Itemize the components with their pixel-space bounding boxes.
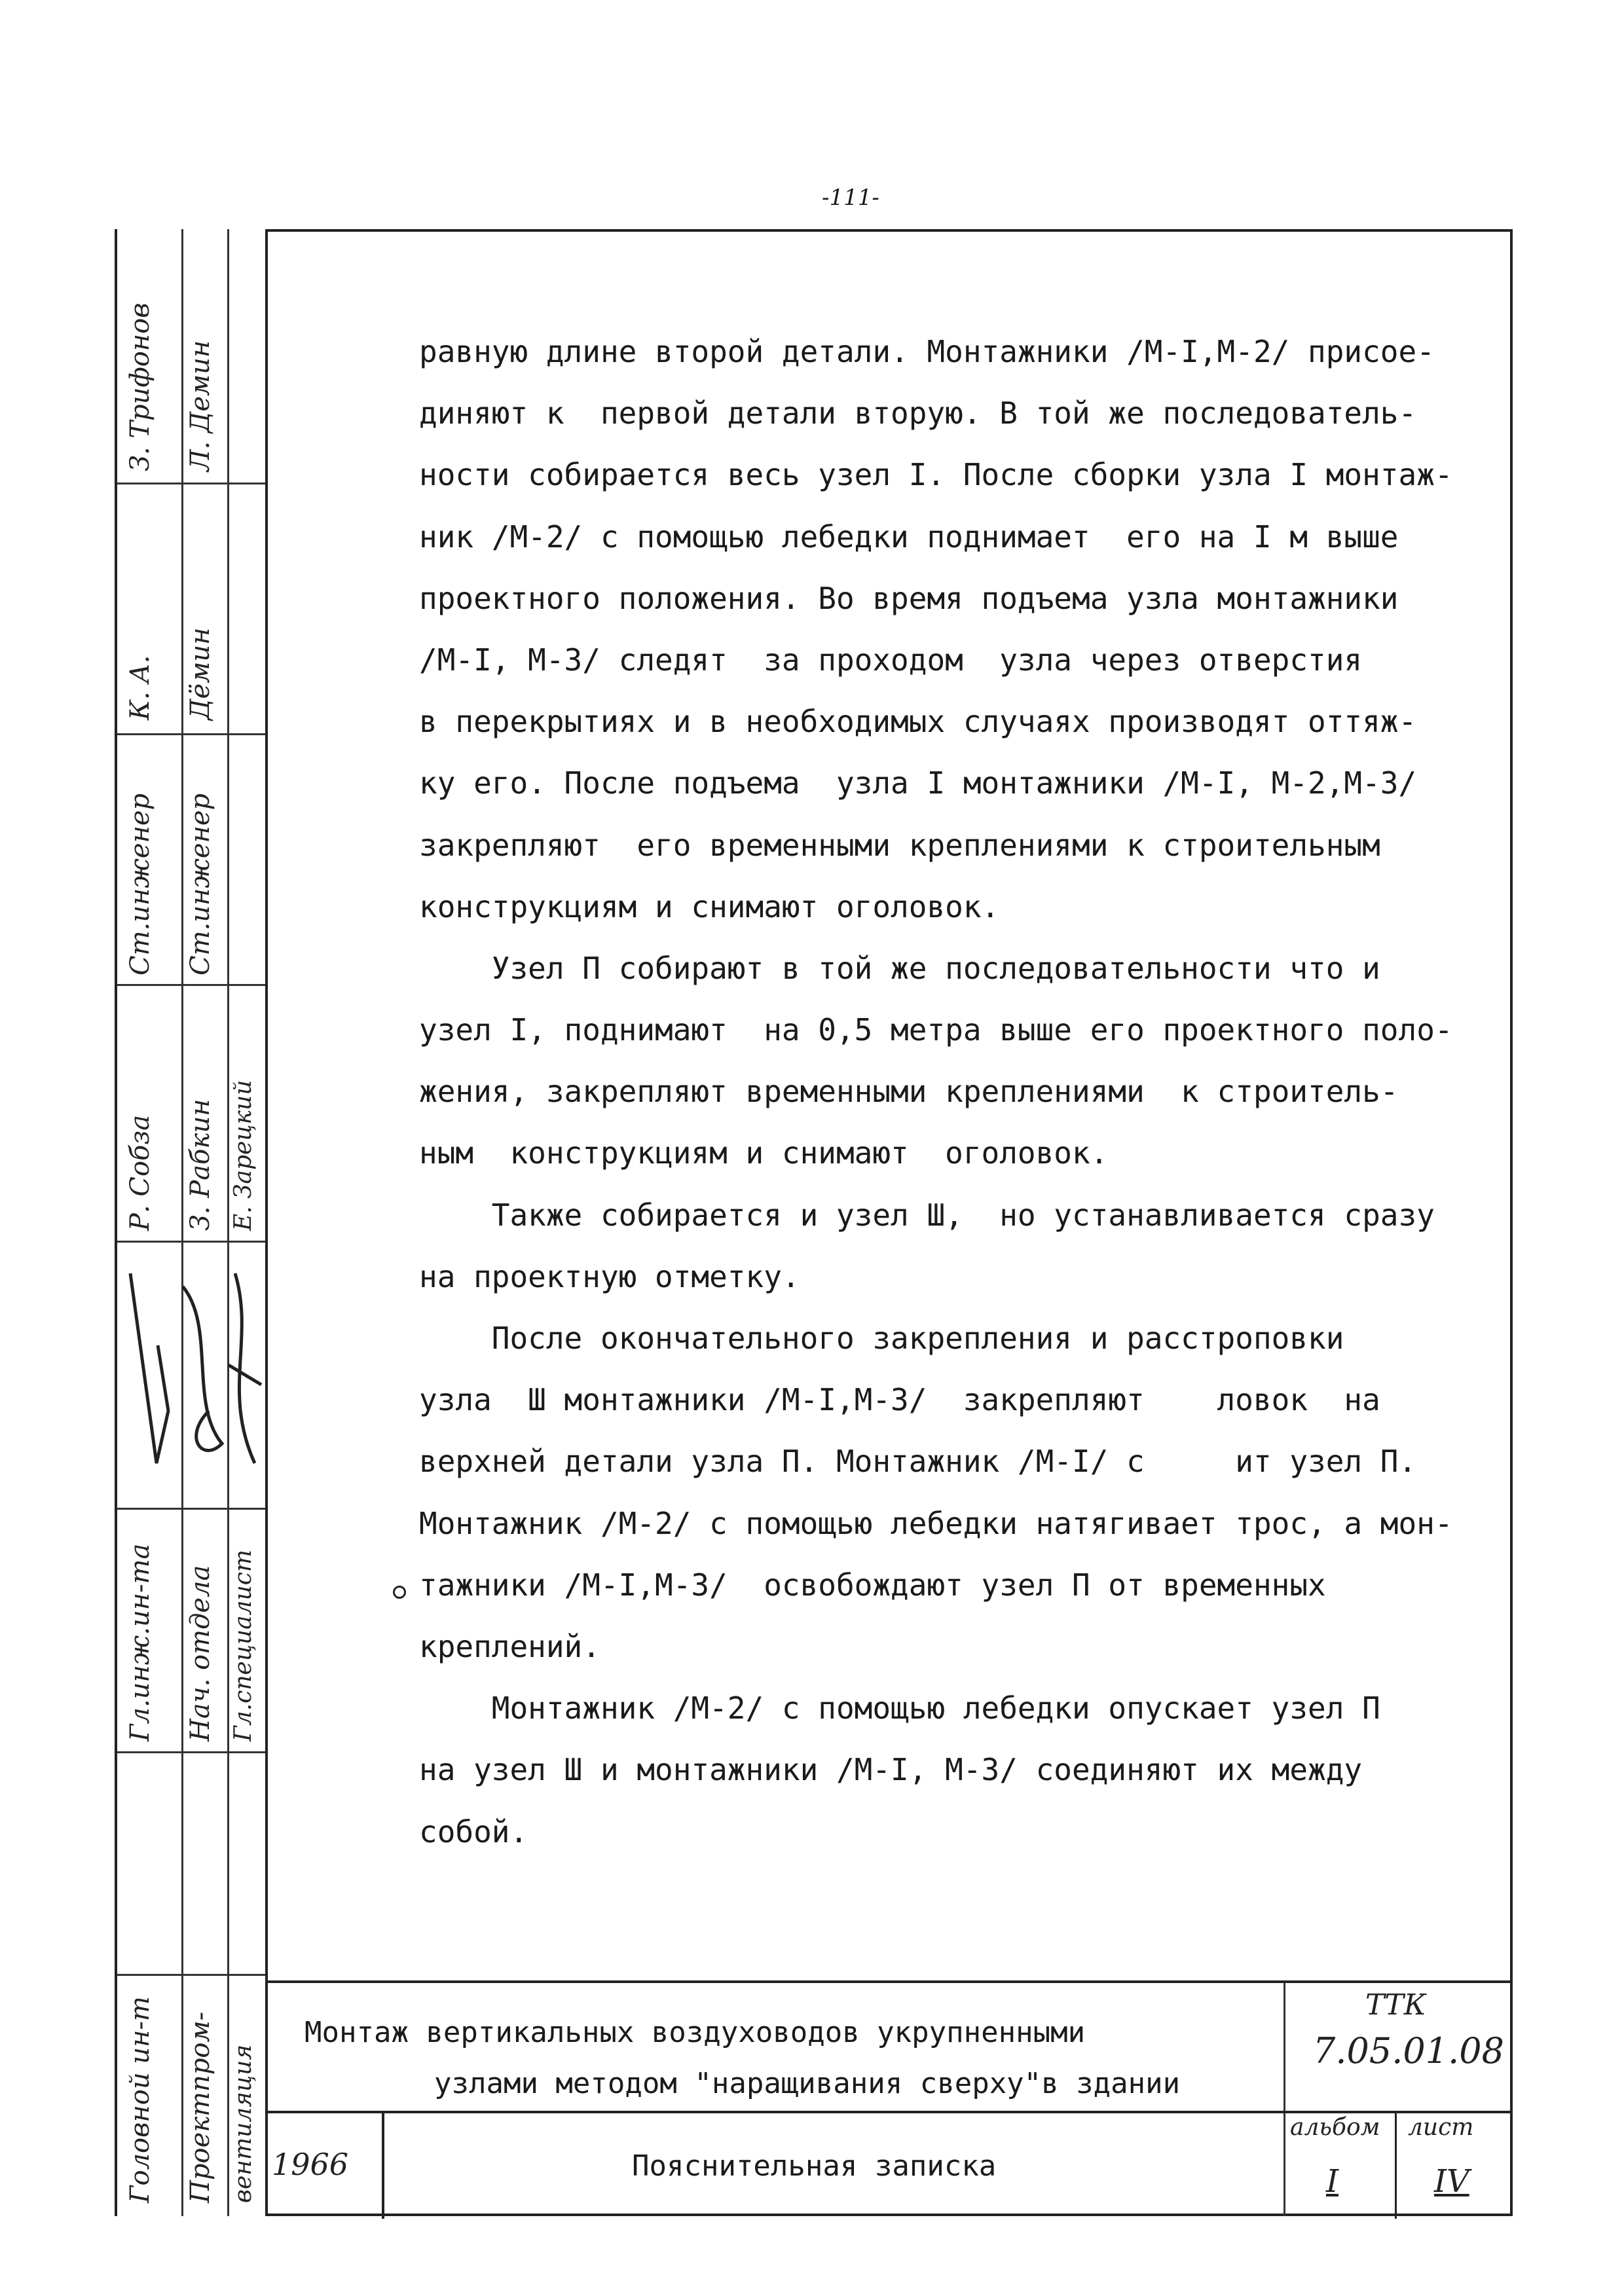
text-line: на узел Ш и монтажники /М-I, М-3/ соединяют их между (419, 1752, 1363, 1788)
stamp-divider (227, 229, 229, 2216)
stamp-divider (181, 229, 183, 2216)
text-line: проектного положения. Во время подъема узла монтажники (419, 580, 1399, 616)
stamp-position: Гл.инж.ин-та (125, 1543, 155, 1741)
margin-circle-mark (393, 1586, 406, 1599)
sheet-label: лист (1408, 2114, 1474, 2141)
title-divider (1283, 1983, 1285, 2216)
stamp-signature: Дёмин (185, 627, 215, 720)
text-line: узла Ш монтажники /М-I,М-3/ закрепляют ловок на (419, 1382, 1380, 1418)
code-label: ТТК (1365, 1988, 1426, 2022)
text-line: закрепляют его временными креплениями к строительным (419, 827, 1380, 863)
title-block (265, 1980, 1513, 2216)
album-divider (1395, 2111, 1397, 2219)
year-divider (382, 2111, 384, 2219)
stamp-name: Е. Зарецкий (230, 1080, 257, 1231)
text-line: собой. (419, 1813, 528, 1850)
stamp-row-divider (117, 1508, 265, 1510)
document-title-line1: Монтаж вертикальных воздуховодов укрупненными (304, 2016, 1086, 2049)
document-code: 7.05.01.08 (1313, 2030, 1504, 2071)
text-line: Монтажник /М-2/ с помощью лебедки натягивает трос, а мон- (419, 1505, 1453, 1541)
stamp-row-divider (117, 1241, 265, 1243)
text-line: ник /М-2/ с помощью лебедки поднимает его на I м выше (419, 519, 1399, 555)
stamp-name: Р. Собза (125, 1114, 155, 1231)
stamp-name: З. Трифонов (125, 302, 155, 471)
text-line: ности собирается весь узел I. После сборки узла I монтаж- (419, 457, 1453, 493)
album-value: I (1326, 2163, 1338, 2200)
text-line: креплений. (419, 1628, 600, 1664)
signature-scribbles (117, 1247, 265, 1506)
text-line: тажники /М-I,М-3/ освобождают узел П от временных (419, 1567, 1326, 1603)
stamp-row-divider (117, 984, 265, 986)
stamp-position: Ст.инженер (125, 793, 155, 975)
sheet-value: IV (1434, 2163, 1469, 2200)
text-line: диняют к первой детали вторую. В той же последователь- (419, 395, 1417, 431)
document-subtitle: Пояснительная записка (632, 2149, 997, 2183)
document-title-line2: узлами методом "наращивания сверху"в здании (434, 2067, 1181, 2100)
side-stamp (115, 229, 265, 2216)
text-line: в перекрытиях и в необходимых случаях производят оттяж- (419, 704, 1417, 740)
stamp-position: Нач. отдела (185, 1565, 215, 1741)
stamp-org: Головной ин-т (125, 1996, 155, 2203)
stamp-position: Гл.специалист (230, 1549, 257, 1741)
text-line: /М-I, М-3/ следят за проходом узла через отверстия (419, 642, 1363, 678)
stamp-name: З. Рабкин (185, 1099, 215, 1231)
stamp-org: вентиляция (230, 2044, 257, 2203)
stamp-row-divider (117, 733, 265, 735)
stamp-position: Ст.инженер (185, 793, 215, 975)
text-line: Узел П собирают в той же последовательности что и (419, 950, 1380, 986)
title-row-divider (265, 2111, 1513, 2113)
stamp-name: Л. Демин (185, 340, 215, 471)
stamp-row-divider (117, 483, 265, 484)
stamp-row-divider (117, 1751, 265, 1753)
year: 1966 (272, 2147, 349, 2182)
text-line: Также собирается и узел Ш, но устанавливается сразу (419, 1197, 1435, 1233)
text-line: Монтажник /М-2/ с помощью лебедки опускает узел П (419, 1690, 1380, 1726)
album-label: альбом (1290, 2114, 1380, 2141)
text-line: на проектную отметку. (419, 1258, 800, 1294)
page-number: -111- (822, 185, 879, 211)
text-line: ку его. После подъема узла I монтажники /М-I, М-2,М-3/ (419, 765, 1417, 801)
body-text (419, 321, 1506, 1863)
text-line: узел I, поднимают на 0,5 метра выше его проектного поло- (419, 1012, 1453, 1048)
stamp-row-divider (117, 1974, 265, 1976)
stamp-signature: К. А. (125, 655, 155, 720)
text-line: После окончательного закрепления и расстроповки (419, 1321, 1344, 1356)
text-line: жения, закрепляют временными креплениями к строитель- (419, 1074, 1399, 1110)
stamp-org: Проектпром- (185, 2011, 215, 2203)
text-line: равную длине второй детали. Монтажники /М-I,М-2/ присое- (419, 334, 1435, 369)
text-line: верхней детали узла П. Монтажник /М-I/ с ит узел П. (419, 1444, 1417, 1480)
text-line: ным конструкциям и снимают оголовок. (419, 1135, 1109, 1171)
text-line: конструкциям и снимают оголовок. (419, 888, 1000, 924)
